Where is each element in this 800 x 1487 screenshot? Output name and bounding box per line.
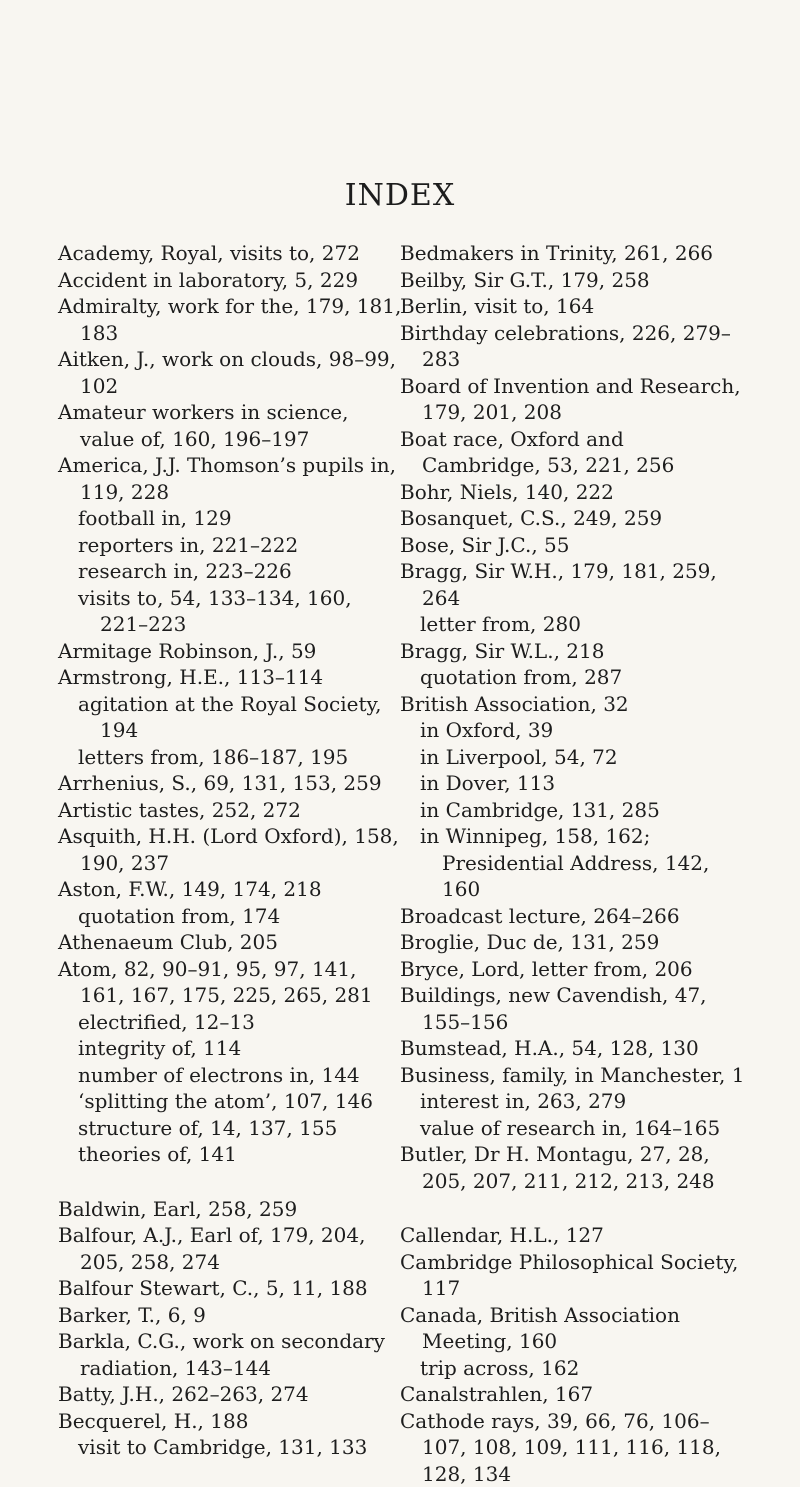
index-entry: Accident in laboratory, 5, 229 bbox=[58, 267, 403, 294]
index-entry: Admiralty, work for the, 179, 181, 183 bbox=[58, 293, 403, 346]
index-entry: Canalstrahlen, 167 bbox=[400, 1381, 745, 1408]
index-subentry: in Cambridge, 131, 285 bbox=[400, 797, 745, 824]
index-entry: America, J.J. Thomson’s pupils in, 119, 228 bbox=[58, 452, 403, 505]
index-entry: Athenaeum Club, 205 bbox=[58, 929, 403, 956]
section-gap bbox=[400, 1194, 745, 1222]
index-subentry: value of research in, 164–165 bbox=[400, 1115, 745, 1142]
index-subentry: ‘splitting the atom’, 107, 146 bbox=[58, 1088, 403, 1115]
index-entry: Canada, British Association Meeting, 160 bbox=[400, 1302, 745, 1355]
index-subentry: visits to, 54, 133–134, 160, 221–223 bbox=[58, 585, 403, 638]
index-entry: Business, family, in Manchester, 1 bbox=[400, 1062, 745, 1089]
index-subentry: quotation from, 287 bbox=[400, 664, 745, 691]
index-subentry: electrified, 12–13 bbox=[58, 1009, 403, 1036]
index-entry: Balfour Stewart, C., 5, 11, 188 bbox=[58, 1275, 403, 1302]
index-entry: Beilby, Sir G.T., 179, 258 bbox=[400, 267, 745, 294]
index-entry: Bose, Sir J.C., 55 bbox=[400, 532, 745, 559]
index-entry: Cambridge Philosophical Society, 117 bbox=[400, 1249, 745, 1302]
index-entry: Bumstead, H.A., 54, 128, 130 bbox=[400, 1035, 745, 1062]
index-entry: Atom, 82, 90–91, 95, 97, 141, 161, 167, 175, 225, 265, 281 bbox=[58, 956, 403, 1009]
index-subentry: interest in, 263, 279 bbox=[400, 1088, 745, 1115]
index-subentry: quotation from, 174 bbox=[58, 903, 403, 930]
index-entry: Callendar, H.L., 127 bbox=[400, 1222, 745, 1249]
index-subentry: reporters in, 221–222 bbox=[58, 532, 403, 559]
index-entry: Artistic tastes, 252, 272 bbox=[58, 797, 403, 824]
index-entry: Barkla, C.G., work on secondary radiation, 143–144 bbox=[58, 1328, 403, 1381]
index-subentry: in Liverpool, 54, 72 bbox=[400, 744, 745, 771]
index-entry: Bedmakers in Trinity, 261, 266 bbox=[400, 240, 745, 267]
index-subentry: trip across, 162 bbox=[400, 1355, 745, 1382]
index-subentry: visit to Cambridge, 131, 133 bbox=[58, 1434, 403, 1461]
index-entry: Cathode rays, 39, 66, 76, 106–107, 108, 109, 111, 116, 118, 128, 134 bbox=[400, 1408, 745, 1487]
page-title: INDEX bbox=[0, 178, 800, 213]
index-entry: Baldwin, Earl, 258, 259 bbox=[58, 1196, 403, 1223]
section-gap bbox=[58, 1168, 403, 1196]
index-entry: Broadcast lecture, 264–266 bbox=[400, 903, 745, 930]
index-entry: Birthday celebrations, 226, 279–283 bbox=[400, 320, 745, 373]
index-entry: Balfour, A.J., Earl of, 179, 204, 205, 258, 274 bbox=[58, 1222, 403, 1275]
index-entry: Boat race, Oxford and Cambridge, 53, 221, 256 bbox=[400, 426, 745, 479]
index-entry: Aitken, J., work on clouds, 98–99, 102 bbox=[58, 346, 403, 399]
index-entry: Broglie, Duc de, 131, 259 bbox=[400, 929, 745, 956]
index-subentry: number of electrons in, 144 bbox=[58, 1062, 403, 1089]
index-entry: Aston, F.W., 149, 174, 218 bbox=[58, 876, 403, 903]
index-entry: Barker, T., 6, 9 bbox=[58, 1302, 403, 1329]
index-entry: Butler, Dr H. Montagu, 27, 28, 205, 207, 211, 212, 213, 248 bbox=[400, 1141, 745, 1194]
index-subentry: theories of, 141 bbox=[58, 1141, 403, 1168]
index-subentry: football in, 129 bbox=[58, 505, 403, 532]
index-entry: Becquerel, H., 188 bbox=[58, 1408, 403, 1435]
index-subentry: structure of, 14, 137, 155 bbox=[58, 1115, 403, 1142]
index-column-left bbox=[58, 240, 403, 1461]
index-entry: Arrhenius, S., 69, 131, 153, 259 bbox=[58, 770, 403, 797]
index-entry: Batty, J.H., 262–263, 274 bbox=[58, 1381, 403, 1408]
index-entry: Armitage Robinson, J., 59 bbox=[58, 638, 403, 665]
index-entry: Armstrong, H.E., 113–114 bbox=[58, 664, 403, 691]
index-subentry: integrity of, 114 bbox=[58, 1035, 403, 1062]
index-entry: Bragg, Sir W.H., 179, 181, 259, 264 bbox=[400, 558, 745, 611]
index-subentry: letters from, 186–187, 195 bbox=[58, 744, 403, 771]
index-entry: Buildings, new Cavendish, 47, 155–156 bbox=[400, 982, 745, 1035]
index-subentry: in Winnipeg, 158, 162; Presidential Address, 142, 160 bbox=[400, 823, 745, 903]
index-subentry: research in, 223–226 bbox=[58, 558, 403, 585]
index-entry: Amateur workers in science, value of, 160, 196–197 bbox=[58, 399, 403, 452]
index-subentry: in Dover, 113 bbox=[400, 770, 745, 797]
index-subentry: letter from, 280 bbox=[400, 611, 745, 638]
index-subentry: in Oxford, 39 bbox=[400, 717, 745, 744]
index-entry: British Association, 32 bbox=[400, 691, 745, 718]
index-entry: Bragg, Sir W.L., 218 bbox=[400, 638, 745, 665]
index-entry: Bryce, Lord, letter from, 206 bbox=[400, 956, 745, 983]
index-subentry: agitation at the Royal Society, 194 bbox=[58, 691, 403, 744]
index-entry: Asquith, H.H. (Lord Oxford), 158, 190, 237 bbox=[58, 823, 403, 876]
index-entry: Board of Invention and Research, 179, 201, 208 bbox=[400, 373, 745, 426]
index-entry: Academy, Royal, visits to, 272 bbox=[58, 240, 403, 267]
index-entry: Berlin, visit to, 164 bbox=[400, 293, 745, 320]
index-column-right bbox=[400, 240, 745, 1487]
index-entry: Bosanquet, C.S., 249, 259 bbox=[400, 505, 745, 532]
index-entry: Bohr, Niels, 140, 222 bbox=[400, 479, 745, 506]
